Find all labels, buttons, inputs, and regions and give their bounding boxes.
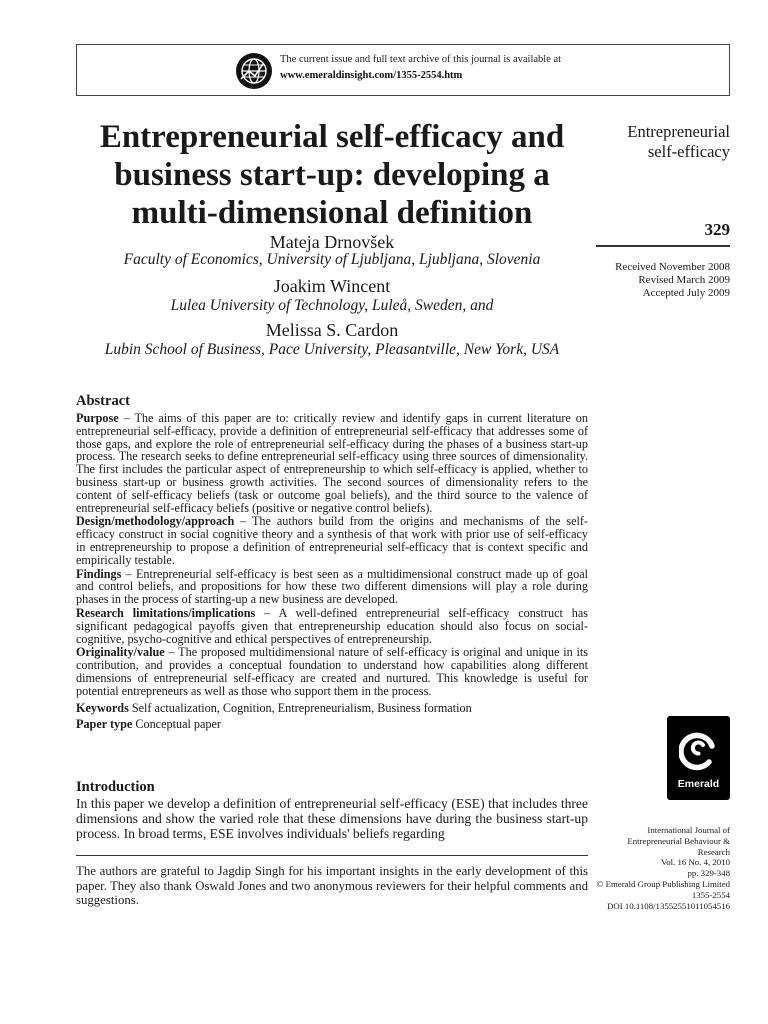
received-date: Received November 2008 (615, 261, 730, 273)
paper-type-text: Conceptual paper (132, 717, 221, 732)
limitations-label: Research limitations/implications (76, 605, 256, 620)
abstract-section (76, 393, 588, 732)
purpose-text: – The aims of this paper are to: critically review and identify gaps in current literature on entrepreneurial self-efficacy, provide a definition of entrepreneurial self-efficacy that addresses some of those gaps, and explore the role of entrepreneurial self-efficacy during the phases of a business start-up process. The research seeks to define entrepreneurial self-efficacy using three sources of dimensionality. The first includes the particular aspect of entrepreneurship to which self-efficacy is applied, whether to business start-up or business growth activities. The second sources of dimensionality refers to the content of self-efficacy beliefs (task or outcome goal beliefs), and the third source to the valence of entrepreneurial self-efficacy beliefs (positive or negative control beliefs). (76, 411, 588, 515)
keywords-label: Keywords (76, 700, 129, 715)
emerald-logo (667, 716, 730, 800)
abstract-design (76, 515, 588, 566)
journal-info-line: DOI 10.1108/13552551011054516 (607, 900, 730, 911)
author-name: Melissa S. Cardon (265, 320, 399, 340)
paper-title: Entrepreneurial self-efficacy and business start-up: developing a multi-dimensional definition (99, 119, 565, 231)
journal-availability-box (76, 44, 730, 96)
author-affiliation: Lulea University of Technology, Luleå, Sweden, and (170, 297, 494, 314)
journal-info-line: International Journal of (647, 825, 730, 835)
running-head (596, 122, 730, 162)
abstract-limitations (76, 607, 588, 645)
journal-info-line: pp. 329-348 (687, 868, 730, 879)
abstract-originality (76, 646, 588, 697)
submission-dates (596, 261, 730, 300)
originality-label: Originality/value (76, 645, 165, 660)
journal-info-line: Vol. 16 No. 4, 2010 (661, 857, 730, 868)
emerald-wordmark: Emerald (677, 778, 720, 790)
design-label: Design/methodology/approach (76, 514, 235, 529)
findings-label: Findings (76, 566, 122, 581)
journal-info-line: 1355-2554 (691, 889, 730, 900)
availability-text: The current issue and full text archive of this journal is available at (280, 54, 562, 65)
purpose-label: Purpose (76, 411, 119, 425)
journal-info-line: Entrepreneurial Behaviour & (627, 835, 730, 846)
introduction-heading: Introduction (76, 779, 155, 795)
page-number-rule (596, 245, 730, 247)
author-affiliation: Faculty of Economics, University of Ljubljana, Ljubljana, Slovenia (123, 251, 541, 268)
author-name: Mateja Drnovšek (269, 232, 395, 252)
journal-url-link[interactable]: www.emeraldinsight.com/1355-2554.htm (280, 70, 463, 81)
design-text: – The authors build from the origins and mechanisms of the self-efficacy construct in social cognitive theory and a synthesis of that work with prior use of self-efficacy in entrepreneurship to propose a definition of entrepreneurial self-efficacy that is context specific and empirically testable. (76, 514, 588, 567)
page-number: 329 (704, 220, 730, 239)
originality-text: – The proposed multidimensional nature of self-efficacy is original and unique in its contribution, and provides a conceptual foundation to understand how capabilities along different dimensions of entrepreneurial self-efficacy are created and nurtured. This knowledge is useful for potential entrepreneurs as well as those who support them in the process. (76, 645, 588, 698)
abstract-paper-type (76, 718, 588, 731)
limitations-text: – A well-defined entrepreneurial self-efficacy construct has significant pedagogical payoffs given that entrepreneurship education should also focus on social-cognitive, psycho-cognitive and ethical perspectives of entrepreneurship. (76, 605, 588, 646)
running-head-line: self-efficacy (647, 142, 730, 161)
globe-icon (235, 52, 273, 90)
revised-date: Revised March 2009 (638, 274, 730, 286)
running-head-line: Entrepreneurial (627, 122, 730, 141)
introduction-section (76, 779, 588, 841)
author-affiliation: Lubin School of Business, Pace University, Pleasantville, New York, USA (104, 341, 560, 358)
keywords-text: Self actualization, Cognition, Entrepreneurialism, Business formation (128, 700, 472, 715)
acknowledgement-footnote: The authors are grateful to Jagdip Singh for his important insights in the early development of this paper. They also thank Oswald Jones and two anonymous reviewers for their helpful comments and suggestions. (76, 864, 588, 907)
journal-info-line: Research (697, 846, 730, 857)
abstract-findings (76, 568, 588, 606)
journal-citation-info (590, 825, 730, 911)
abstract-keywords (76, 702, 588, 715)
findings-text: – Entrepreneurial self-efficacy is best seen as a multidimensional construct made up of goal and control beliefs, and propositions for how these two different dimensions will play a role during phases in the process of starting-up a new business are developed. (76, 566, 588, 607)
accepted-date: Accepted July 2009 (642, 287, 730, 299)
author-name: Joakim Wincent (273, 276, 391, 296)
abstract-purpose (76, 412, 588, 514)
footnote-rule (76, 855, 588, 856)
emerald-swirl-icon (679, 726, 718, 774)
introduction-text: In this paper we develop a definition of entrepreneurial self-efficacy (ESE) that includes three dimensions and show the varied role that these dimensions have during the business start-up process. In broad terms, ESE involves individuals' beliefs regarding (76, 796, 588, 841)
journal-info-line: © Emerald Group Publishing Limited (596, 878, 730, 889)
paper-type-label: Paper type (76, 717, 133, 732)
abstract-heading: Abstract (76, 393, 130, 409)
